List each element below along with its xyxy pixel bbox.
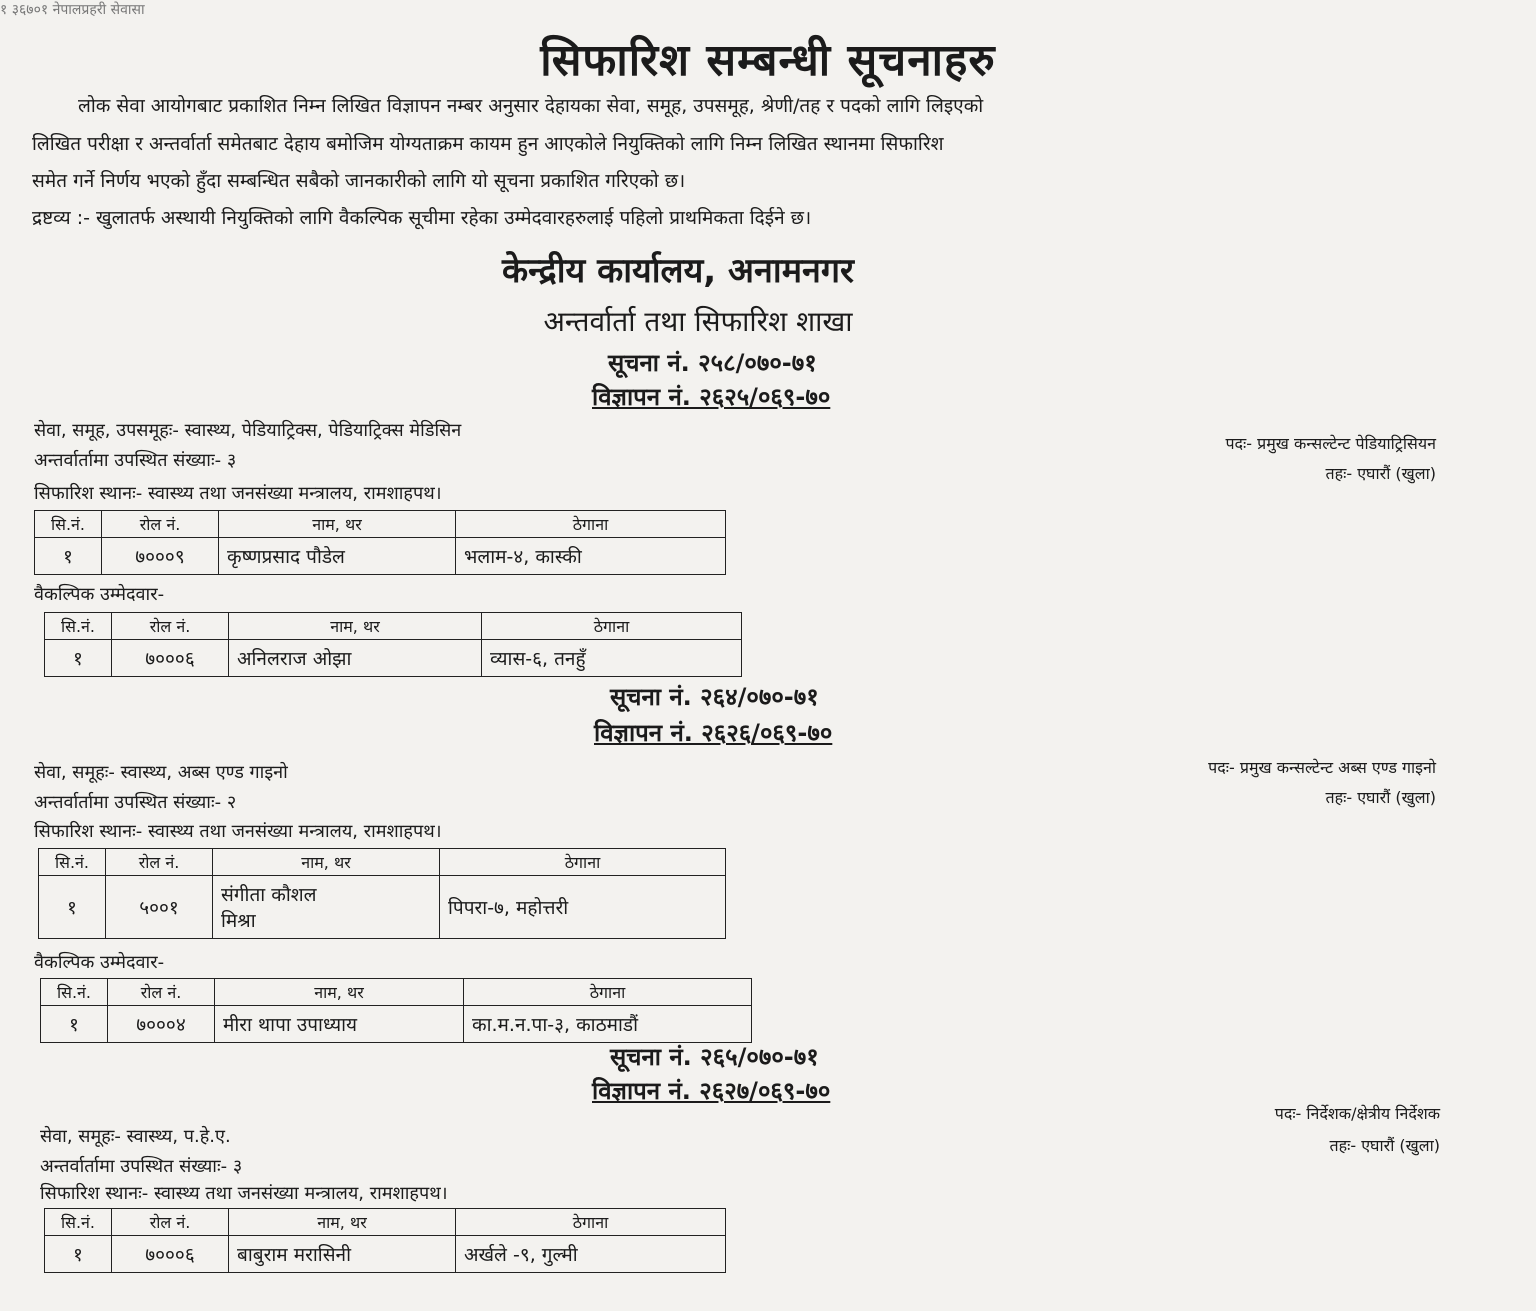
header-name: नाम, थर [229, 613, 482, 640]
cell-roll: ७०००६ [112, 1236, 229, 1273]
cell-address: पिपरा-७, महोत्तरी [440, 876, 726, 939]
intro-line-1: लोक सेवा आयोगबाट प्रकाशित निम्न लिखित विज्ञापन नम्बर अनुसार देहायका सेवा, समूह, उपसमूह, श्रेणी/तह र पदको लागि लिइएको [78, 95, 984, 117]
advertisement-number: विज्ञापन नं. २६२६/०६९-७० [594, 719, 833, 747]
intro-line-3: समेत गर्ने निर्णय भएको हुँदा सम्बन्धित सबैको जानकारीको लागि यो सूचना प्रकाशित गरिएको छ। [32, 170, 686, 192]
cell-address: का.म.न.पा-३, काठमाडौं [464, 1006, 752, 1043]
header-address: ठेगाना [456, 511, 726, 538]
cell-sn: १ [39, 876, 106, 939]
header-roll: रोल नं. [112, 613, 229, 640]
table-header-row [41, 979, 752, 1006]
table-row [39, 876, 726, 939]
cell-name: अनिलराज ओझा [229, 640, 482, 677]
page-title: सिफारिश सम्बन्धी सूचनाहरु [540, 35, 996, 86]
header-name: नाम, थर [219, 511, 456, 538]
header-sn: सि.नं. [41, 979, 108, 1006]
alternate-label: वैकल्पिक उम्मेदवार- [34, 584, 165, 605]
recommendation-place: सिफारिश स्थानः- स्वास्थ्य तथा जनसंख्या मन्त्रालय, रामशाहपथ। [34, 821, 442, 842]
header-sn: सि.नं. [45, 613, 112, 640]
cell-roll: ७०००६ [112, 640, 229, 677]
recommendation-place: सिफारिश स्थानः- स्वास्थ्य तथा जनसंख्या मन्त्रालय, रामशाहपथ। [40, 1183, 448, 1204]
header-roll: रोल नं. [108, 979, 215, 1006]
table-row [45, 640, 742, 677]
recommended-candidate-table [38, 848, 726, 939]
office-name: केन्द्रीय कार्यालय, अनामनगर [502, 251, 854, 291]
header-roll: रोल नं. [112, 1209, 229, 1236]
cell-roll: ७०००४ [108, 1006, 215, 1043]
header-roll: रोल नं. [102, 511, 219, 538]
cell-sn: १ [45, 1236, 112, 1273]
header-name: नाम, थर [215, 979, 464, 1006]
header-address: ठेगाना [456, 1209, 726, 1236]
advertisement-number: विज्ञापन नं. २६२५/०६९-७० [592, 383, 831, 411]
name-first-part: संगीता कौशल [221, 884, 317, 906]
header-address: ठेगाना [464, 979, 752, 1006]
attendance-count: अन्तर्वार्तामा उपस्थित संख्याः- ३ [34, 450, 237, 471]
advertisement-number: विज्ञापन नं. २६२७/०६९-७० [592, 1077, 831, 1105]
service-group: सेवा, समूहः- स्वास्थ्य, अब्स एण्ड गाइनो [34, 762, 288, 783]
table-row [41, 1006, 752, 1043]
cell-name: कृष्णप्रसाद पौडेल [219, 538, 456, 575]
notice-number: सूचना नं. २६४/०७०-७१ [610, 683, 819, 711]
table-header-row [45, 1209, 726, 1236]
level-title: तहः- एघारौं (खुला) [1329, 1136, 1440, 1155]
cell-sn: १ [41, 1006, 108, 1043]
top-strip-text: १ ३६७०१ नेपालप्रहरी सेवासा [0, 2, 145, 18]
recommendation-place: सिफारिश स्थानः- स्वास्थ्य तथा जनसंख्या मन्त्रालय, रामशाहपथ। [34, 483, 442, 504]
header-name: नाम, थर [213, 849, 440, 876]
service-group: सेवा, समूह, उपसमूहः- स्वास्थ्य, पेडियाट्रिक्स, पेडियाट्रिक्स मेडिसिन [34, 420, 462, 441]
attendance-count: अन्तर्वार्तामा उपस्थित संख्याः- ३ [40, 1156, 243, 1177]
table-header-row [45, 613, 742, 640]
recommended-candidate-table [44, 1208, 726, 1273]
table-row [35, 538, 726, 575]
cell-sn: १ [35, 538, 102, 575]
level-title: तहः- एघारौं (खुला) [1325, 788, 1436, 807]
cell-address: अर्खले -९, गुल्मी [456, 1236, 726, 1273]
notice-number: सूचना नं. २५८/०७०-७१ [608, 349, 817, 377]
header-sn: सि.नं. [45, 1209, 112, 1236]
name-line-2: मिश्रा [221, 910, 256, 932]
header-address: ठेगाना [482, 613, 742, 640]
alternate-candidate-table [40, 978, 752, 1043]
post-title: पदः- प्रमुख कन्सल्टेन्ट अब्स एण्ड गाइनो [1208, 758, 1436, 777]
cell-name [213, 876, 440, 939]
level-title: तहः- एघारौं (खुला) [1325, 464, 1436, 483]
branch-name: अन्तर्वार्ता तथा सिफारिश शाखा [543, 305, 853, 338]
attendance-count: अन्तर्वार्तामा उपस्थित संख्याः- २ [34, 792, 237, 813]
header-name: नाम, थर [229, 1209, 456, 1236]
name-line-1 [221, 881, 431, 907]
recommended-candidate-table [34, 510, 726, 575]
header-sn: सि.नं. [35, 511, 102, 538]
intro-line-2: लिखित परीक्षा र अन्तर्वार्ता समेतबाट देहाय बमोजिम योग्यताक्रम कायम हुन आएकोले नियुक्तिको लागि निम्न लिखित स्थानमा सिफारिश [32, 133, 944, 155]
intro-note: द्रष्टव्य :- खुलातर्फ अस्थायी नियुक्तिको लागि वैकल्पिक सूचीमा रहेका उम्मेदवारहरुलाई पहिलो प्राथमिकता दिईने छ। [32, 207, 812, 229]
cell-roll: ७०००९ [102, 538, 219, 575]
cell-roll: ५००१ [106, 876, 213, 939]
alternate-label: वैकल्पिक उम्मेदवार- [34, 952, 165, 973]
cell-name: बाबुराम मरासिनी [229, 1236, 456, 1273]
post-title: पदः- प्रमुख कन्सल्टेन्ट पेडियाट्रिसियन [1225, 434, 1436, 453]
post-title: पदः- निर्देशक/क्षेत्रीय निर्देशक [1274, 1104, 1440, 1123]
header-address: ठेगाना [440, 849, 726, 876]
cell-address: भलाम-४, कास्की [456, 538, 726, 575]
table-header-row [35, 511, 726, 538]
notice-number: सूचना नं. २६५/०७०-७१ [610, 1043, 819, 1071]
cell-sn: १ [45, 640, 112, 677]
cell-address: व्यास-६, तनहुँ [482, 640, 742, 677]
table-header-row [39, 849, 726, 876]
cell-name: मीरा थापा उपाध्याय [215, 1006, 464, 1043]
alternate-candidate-table [44, 612, 742, 677]
header-roll: रोल नं. [106, 849, 213, 876]
header-sn: सि.नं. [39, 849, 106, 876]
table-row [45, 1236, 726, 1273]
service-group: सेवा, समूहः- स्वास्थ्य, प.हे.ए. [40, 1126, 231, 1147]
